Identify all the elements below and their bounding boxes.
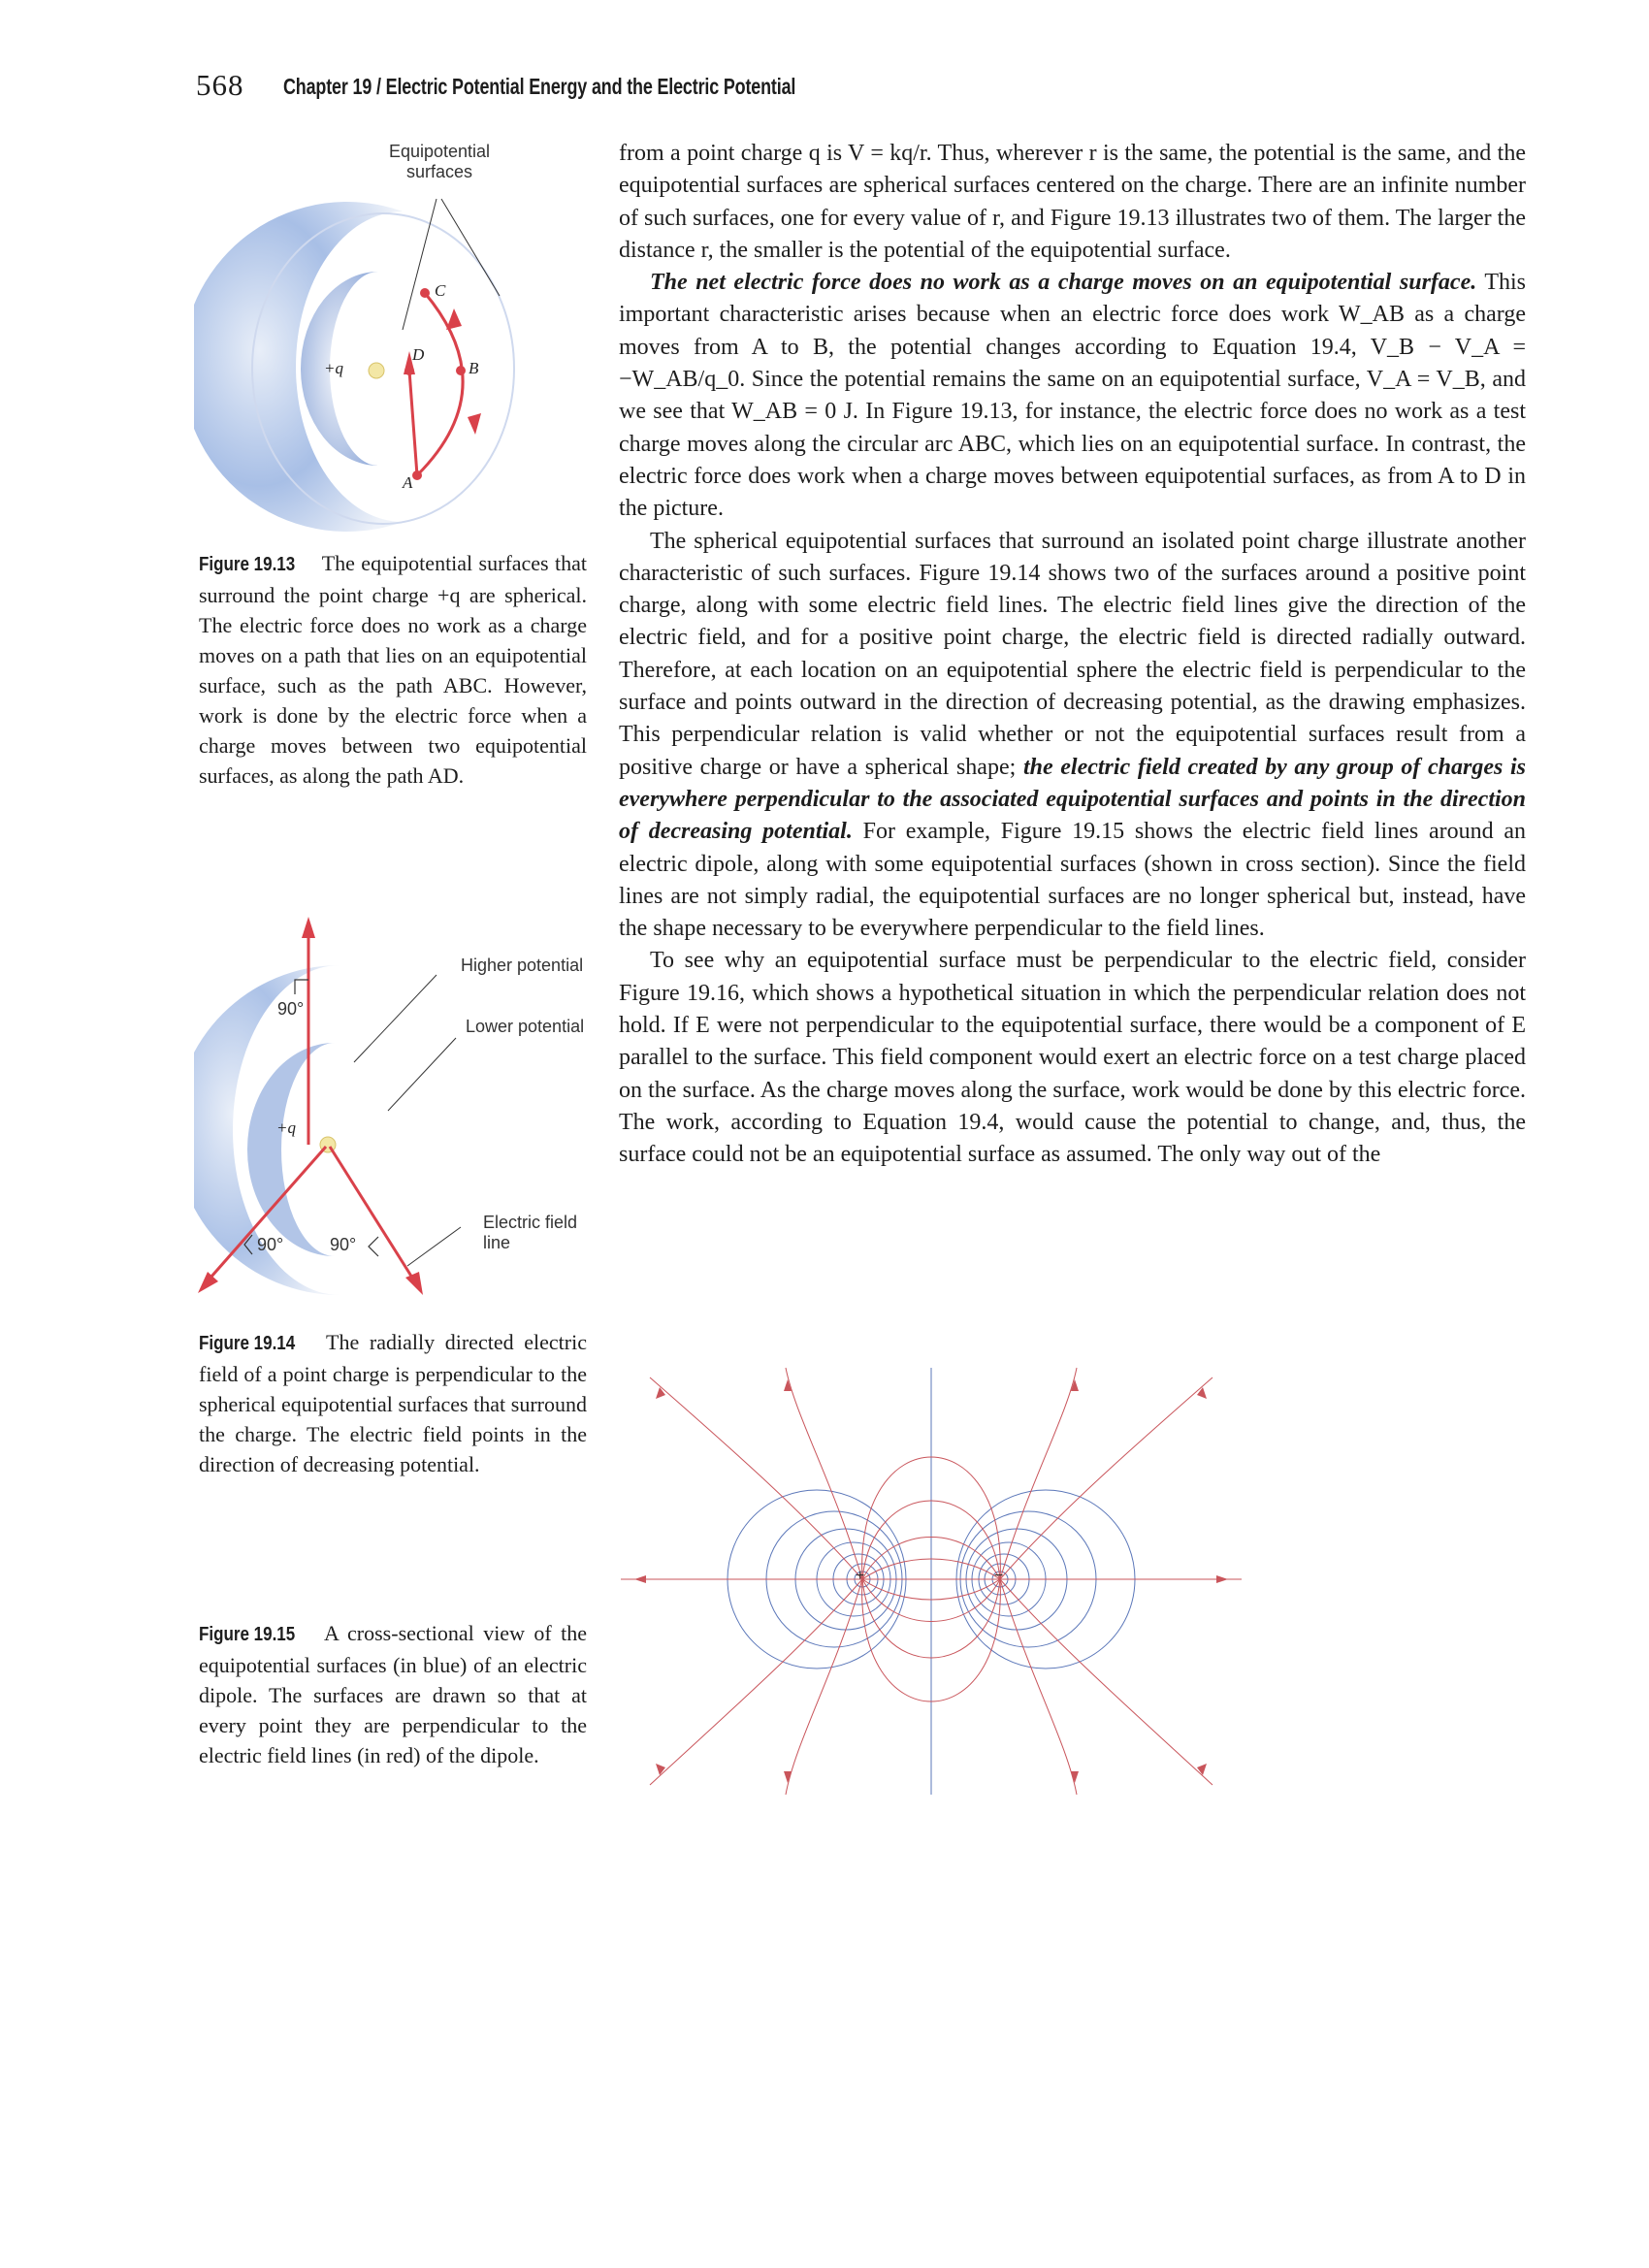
paragraph-3-text-b: For example, Figure 19.15 shows the electric field lines around an electric dipole, along with some equipotential surfaces (shown in cross section). Since the field lines are not simply radial, the equipotential surfaces are no longer spherical but, instead, have the shape necessary to be everywhere perpendicular to the field lines. [619, 819, 1526, 942]
label-higher-potential: Higher potential [461, 956, 584, 975]
figure-19-13 [194, 126, 601, 534]
paragraph-4: To see why an equipotential surface must be perpendicular to the electric field, consider Figure 19.16, which shows a hypothetical situation in which the perpendicular relation does not hold. If E were not perpendicular to the equipotential surface, there would be a component of E parallel to the surface. This field component would exert an electric force on a test charge placed on the surface. As the charge moves along the surface, work would be done by this electric force. The work, according to Equation 19.4, would cause the potential to change, and, thus, the surface could not be an equipotential surface as assumed. The only way out of the [619, 948, 1526, 1168]
angle-left-label: 90° [257, 1235, 284, 1254]
page-number: 568 [196, 68, 244, 102]
paragraph-2-text: This important characteristic arises because when an electric force does work W_AB as a charge moves from A to B, the potential changes according to Equation 19.4, V_B − V_A = −W_AB/q_0. Since the potential remains the same on an equipotential surface, V_A = V_B, and we see that W_AB = 0 J. In Figure 19.13, for instance, the electric force does no work as a test charge moves along the circular arc ABC, which lies on an equipotential surface. In contrast, the electric force does work when a charge moves between equipotential surfaces, as from A to D in the picture. [619, 270, 1527, 522]
chapter-title: Chapter 19 / Electric Potential Energy and the Electric Potential [283, 74, 796, 99]
figure-19-15-caption [199, 1618, 587, 1770]
bold-statement: the electric field created by any group of charges is everywhere perpendicular to the associated equipotential surfaces and points in the direction of decreasing potential. [619, 754, 1526, 845]
figure-19-15-drawing [611, 1358, 1271, 1804]
page-header [196, 68, 1535, 107]
charge-label: +q [276, 1118, 296, 1137]
figure-19-14 [194, 917, 601, 1305]
figure-label: Figure 19.14 [199, 1333, 296, 1354]
label-equipotential-surfaces: Equipotential surfaces [388, 142, 491, 181]
figure-19-15 [611, 1358, 1271, 1804]
label-electric-field-line: Electric field line [483, 1213, 578, 1252]
angle-right-label: 90° [330, 1235, 357, 1254]
figure-19-13-drawing [194, 126, 601, 534]
plus-charge-symbol: + [856, 1568, 865, 1584]
caption-text: A cross-sectional view of the equipotential surfaces (in blue) of an electric dipole. The surfaces are drawn so that at every point they are perpendicular to the electric field lines (in red) of the dipole. [199, 1621, 587, 1767]
caption-text: The equipotential surfaces that surround the point charge +q are spherical. The electric force does no work as a charge moves on a path that lies on an equipotential surface, such as the path ABC. However, work is done by the electric force when a charge moves between two equipotential surfaces, as along the path AD. [199, 551, 587, 788]
label-lower-potential: Lower potential [466, 1017, 585, 1036]
figure-19-14-caption [199, 1327, 587, 1479]
paragraph-2 [619, 267, 1526, 525]
caption-text: The radially directed electric field of a point charge is perpendicular to the spherical equipotential surfaces that surround the charge. The electric field points in the direction of decreasing potential. [199, 1330, 587, 1476]
point-b-label: B [469, 359, 479, 377]
figure-label: Figure 19.13 [199, 554, 296, 575]
main-text-column [619, 138, 1526, 1172]
paragraph-3 [619, 526, 1526, 946]
figure-19-13-caption [199, 548, 587, 791]
point-d-label: D [412, 345, 425, 364]
point-a-label: A [403, 473, 413, 492]
bold-statement: The net electric force does no work as a charge moves on an equipotential surface. [650, 270, 1477, 296]
figure-label: Figure 19.15 [199, 1624, 296, 1645]
paragraph-3-text-a: The spherical equipotential surfaces that surround an isolated point charge illustrate another characteristic of such surfaces. Figure 19.14 shows two of the surfaces around a positive point charge, along with some electric field lines. The electric field lines give the direction of the electric field, and for a positive point charge, the electric field is directed radially outward. Therefore, at each location on an equipotential sphere the electric field is perpendicular to the surface and points outward in the direction of decreasing potential, as the drawing emphasizes. This perpendicular relation is valid whether or not the equipotential surfaces result from a positive charge or have a spherical shape; [619, 528, 1526, 780]
point-c-label: C [435, 281, 446, 300]
charge-label: +q [324, 359, 343, 377]
paragraph-1: from a point charge q is V = kq/r. Thus, wherever r is the same, the potential is the same, and the equipotential surfaces are spherical surfaces centered on the charge. There are an infinite number of such surfaces, one for every value of r, and Figure 19.13 illustrates two of them. The larger the distance r, the smaller is the potential of the equipotential surface. [619, 141, 1526, 263]
minus-charge-symbol: − [994, 1568, 1004, 1584]
angle-top-label: 90° [277, 999, 305, 1019]
